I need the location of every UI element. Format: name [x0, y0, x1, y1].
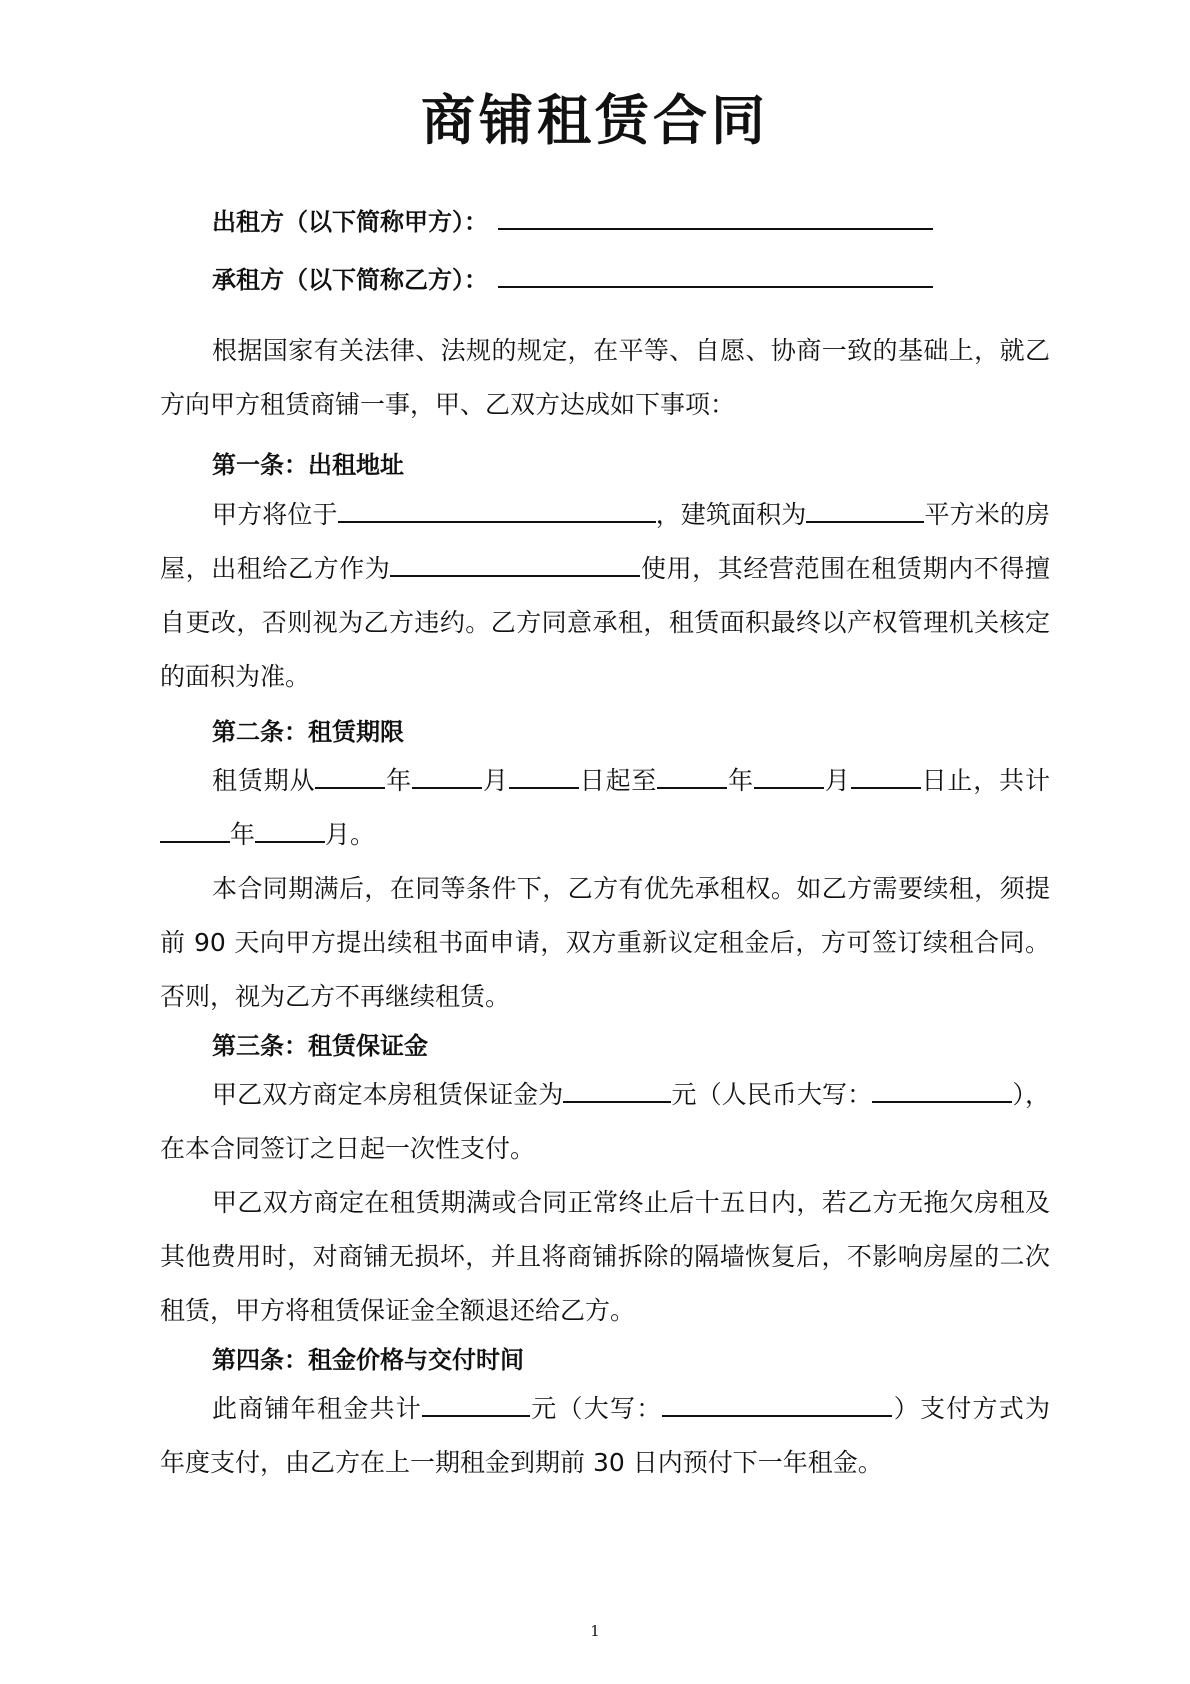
article-4-body [160, 1382, 1050, 1490]
article-4-paragraph: 此商铺年租金共计 元（大写： ）支付方式为年度支付，由乙方在上一期租金到期前 30 日内预付下一年租金。 [160, 1382, 1050, 1490]
intro-text: 根据国家有关法律、法规的规定，在平等、自愿、协商一致的基础上，就乙方向甲方租赁商铺一事，甲、乙双方达成如下事项： [160, 336, 1050, 419]
article-2-heading: 第二条：租赁期限 [212, 718, 404, 746]
usage-blank[interactable] [390, 549, 640, 577]
page-number: 1 [590, 1622, 600, 1640]
area-blank[interactable] [806, 495, 924, 523]
article-3-heading: 第三条：租赁保证金 [212, 1032, 428, 1060]
lessor-label: 出租方（以下简称甲方）： [212, 208, 488, 236]
lessee-label: 承租方（以下简称乙方）： [212, 266, 488, 294]
article-2-body [160, 754, 1050, 1024]
address-blank[interactable] [338, 495, 656, 523]
intro-paragraph [160, 324, 1050, 432]
deposit-amount-blank[interactable] [563, 1075, 671, 1103]
start-day-blank[interactable] [509, 761, 579, 789]
article-1-paragraph: 甲方将位于 ，建筑面积为 平方米的房屋，出租给乙方作为 使用，其经营范围在租赁期内不得擅自更改，否则视为乙方违约。乙方同意承租，租赁面积最终以产权管理机关核定的面积为准。 [160, 488, 1050, 704]
lessor-line [212, 204, 933, 239]
page-title: 商铺租赁合同 [421, 89, 769, 152]
deposit-words-blank[interactable] [872, 1075, 1012, 1103]
article-3-paragraph-2: 甲乙双方商定在租赁期满或合同正常终止后十五日内，若乙方无拖欠房租及其他费用时，对商铺无损坏，并且将商铺拆除的隔墙恢复后，不影响房屋的二次租赁，甲方将租赁保证金全额退还给乙方。 [160, 1188, 1050, 1325]
lessee-blank[interactable] [498, 262, 933, 288]
article-4-heading: 第四条：租金价格与交付时间 [212, 1346, 524, 1374]
start-year-blank[interactable] [315, 761, 385, 789]
end-day-blank[interactable] [851, 761, 921, 789]
article-1-heading: 第一条：出租地址 [212, 451, 404, 479]
start-month-blank[interactable] [412, 761, 482, 789]
article-3-body [160, 1068, 1050, 1338]
end-month-blank[interactable] [754, 761, 824, 789]
article-2-paragraph-2: 本合同期满后，在同等条件下，乙方有优先承租权。如乙方需要续租，须提前 90 天向甲方提出续租书面申请，双方重新议定租金后，方可签订续租合同。否则，视为乙方不再继续租赁。 [160, 874, 1050, 1011]
rent-amount-blank[interactable] [422, 1389, 530, 1417]
total-years-blank[interactable] [160, 815, 230, 843]
end-year-blank[interactable] [657, 761, 727, 789]
rent-words-blank[interactable] [662, 1389, 892, 1417]
total-months-blank[interactable] [255, 815, 325, 843]
article-2-paragraph-1: 租赁期从 年 月 日起至 年 月 日止，共计年 月。 [160, 754, 1050, 862]
article-1-body [160, 488, 1050, 704]
lessee-line [212, 262, 933, 297]
article-3-paragraph-1: 甲乙双方商定本房租赁保证金为 元（人民币大写： ），在本合同签订之日起一次性支付。 [160, 1068, 1050, 1176]
lessor-blank[interactable] [498, 204, 933, 230]
